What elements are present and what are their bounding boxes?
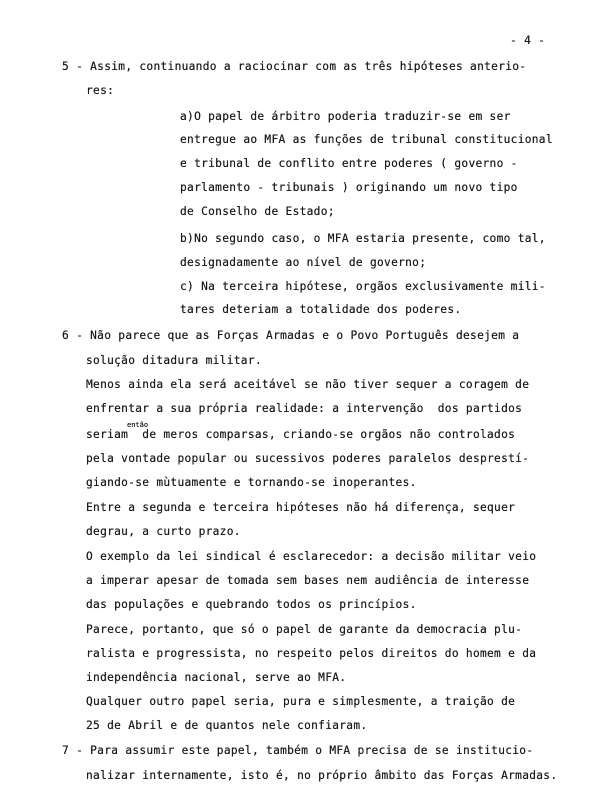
item-a-line: de Conselho de Estado; bbox=[180, 205, 335, 218]
item-c-line: c) Na terceira hipótese, orgãos exclusivamente mili- bbox=[180, 280, 546, 293]
item-a-line: entregue ao MFA as funções de tribunal constitucional bbox=[180, 133, 553, 146]
section-6-line: solução ditadura militar. bbox=[86, 354, 262, 367]
section-6-line: Parece, portanto, que só o papel de garante da democracia plu- bbox=[86, 623, 523, 636]
item-b-line: b)No segundo caso, o MFA estaria presente, como tal, bbox=[180, 232, 546, 245]
item-a-line: parlamento - tribunais ) originando um novo tipo bbox=[180, 181, 518, 194]
section-6-line: enfrentar a sua própria realidade: a intervenção dos partidos bbox=[86, 402, 523, 415]
section-5-line: 5 - Assim, continuando a raciocinar com as três hipóteses anterio- bbox=[62, 60, 527, 73]
item-a-line: a)O papel de árbitro poderia traduzir-se em ser bbox=[180, 110, 511, 123]
section-7-line: 7 - Para assumir este papel, também o MFA precisa de se institucio- bbox=[62, 744, 534, 757]
section-6-line: 25 de Abril e de quantos nele confiaram. bbox=[86, 719, 368, 732]
section-6-line: 6 - Não parece que as Forças Armadas e o Povo Português desejem a bbox=[62, 329, 520, 342]
section-6-line: Entre a segunda e terceira hipóteses não há diferença, sequer bbox=[86, 501, 516, 514]
item-a-line: e tribunal de conflito entre poderes ( governo - bbox=[180, 157, 518, 170]
section-6-line: giando-se mùtuamente e tornando-se inoperantes. bbox=[86, 476, 417, 489]
section-5-line: res: bbox=[86, 84, 115, 97]
section-6-line: independência nacional, serve ao MFA. bbox=[86, 671, 347, 684]
handwritten-insertion: então bbox=[127, 421, 149, 429]
item-c-line: tares deteriam a totalidade dos poderes. bbox=[180, 303, 462, 316]
section-6-line: seriam de meros comparsas, criando-se orgãos não controlados bbox=[86, 428, 516, 441]
section-6-line: a imperar apesar de tomada sem bases nem audiência de interesse bbox=[86, 574, 530, 587]
section-6-line: Menos ainda ela será aceitável se não tiver sequer a coragem de bbox=[86, 378, 530, 391]
section-6-line: Qualquer outro papel seria, pura e simplesmente, a traição de bbox=[86, 695, 516, 708]
section-6-line: degrau, a curto prazo. bbox=[86, 525, 241, 538]
section-6-line: ralista e progressista, no respeito pelos direitos do homem e da bbox=[86, 647, 537, 660]
item-b-line: designadamente ao nível de governo; bbox=[180, 256, 427, 269]
page-number: - 4 - bbox=[510, 34, 546, 47]
section-6-line: pela vontade popular ou sucessivos poderes paralelos desprestí- bbox=[86, 452, 530, 465]
section-6-line: O exemplo da lei sindical é esclarecedor: a decisão militar veio bbox=[86, 550, 537, 563]
section-6-line: das populações e quebrando todos os princípios. bbox=[86, 598, 417, 611]
section-7-line: nalizar internamente, isto é, no próprio âmbito das Forças Armadas. bbox=[86, 769, 558, 782]
